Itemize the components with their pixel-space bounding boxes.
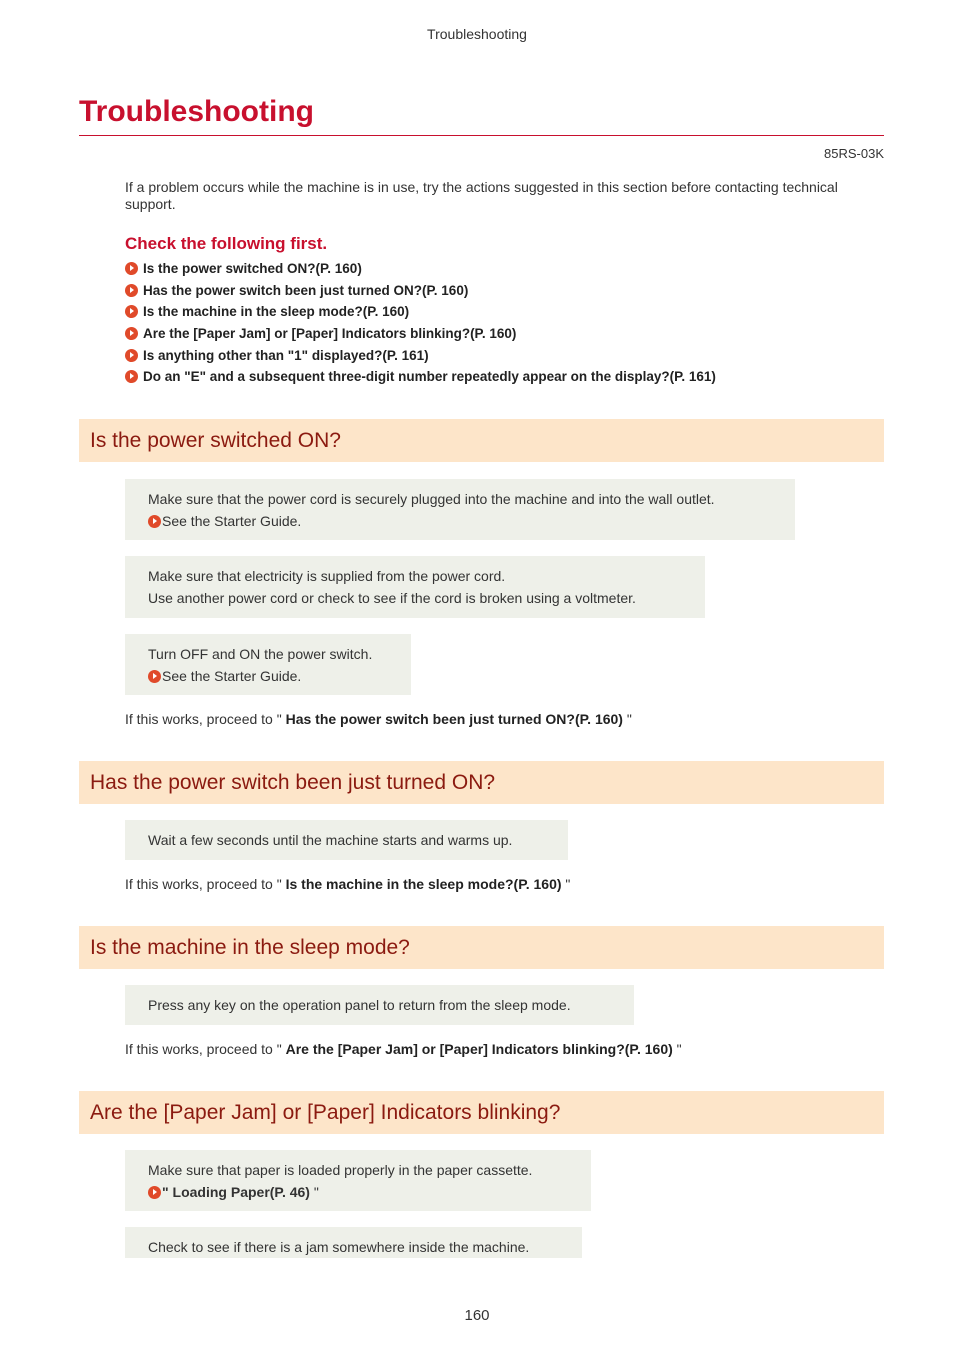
- see-link[interactable]: [148, 511, 772, 533]
- arrow-right-circle-icon: [125, 349, 138, 362]
- note-text: Wait a few seconds until the machine starts and warms up.: [148, 832, 513, 848]
- arrow-right-circle-icon: [148, 515, 161, 528]
- note-box: [125, 1150, 591, 1211]
- running-header: Troubleshooting: [427, 26, 527, 42]
- note-text: Check to see if there is a jam somewhere inside the machine.: [148, 1239, 530, 1255]
- proceed-line: [125, 1041, 682, 1057]
- see-link-suffix: ": [309, 1183, 319, 1200]
- proceed-prefix: If this works, proceed to ": [125, 711, 286, 727]
- note-box: [125, 556, 705, 618]
- note-text: Make sure that electricity is supplied from the power cord.: [148, 568, 506, 584]
- check-item-label: Is the machine in the sleep mode?(P. 160): [143, 304, 410, 320]
- proceed-prefix: If this works, proceed to ": [125, 876, 286, 892]
- proceed-prefix: If this works, proceed to ": [125, 1041, 286, 1057]
- check-item-link[interactable]: [125, 258, 716, 280]
- note-box: [125, 1227, 582, 1258]
- check-item-label: Do an "E" and a subsequent three-digit number repeatedly appear on the display?(P. 161): [143, 369, 716, 385]
- check-item-link[interactable]: [125, 344, 716, 366]
- document-code: 85RS-03K: [824, 146, 884, 161]
- note-box: [125, 634, 411, 695]
- section-heading-band: [79, 926, 884, 969]
- arrow-right-circle-icon: [148, 670, 161, 683]
- proceed-link[interactable]: Has the power switch been just turned ON?(P. 160): [285, 711, 623, 727]
- note-text: Turn OFF and ON the power switch.: [148, 646, 373, 662]
- proceed-line: [125, 711, 632, 727]
- arrow-right-circle-icon: [125, 305, 138, 318]
- check-item-link[interactable]: [125, 301, 716, 323]
- arrow-right-circle-icon: [125, 327, 138, 340]
- arrow-right-circle-icon: [125, 262, 138, 275]
- check-heading: Check the following first.: [125, 234, 328, 253]
- section-heading: Has the power switch been just turned ON?: [90, 771, 496, 794]
- note-text: Make sure that paper is loaded properly in the paper cassette.: [148, 1162, 533, 1178]
- section-heading: Are the [Paper Jam] or [Paper] Indicators blinking?: [90, 1101, 561, 1124]
- check-item-label: Are the [Paper Jam] or [Paper] Indicators blinking?(P. 160): [143, 326, 517, 342]
- arrow-right-circle-icon: [125, 370, 138, 383]
- check-item-link[interactable]: [125, 323, 716, 345]
- section-heading: Is the machine in the sleep mode?: [90, 936, 410, 959]
- check-item-link[interactable]: [125, 280, 716, 302]
- proceed-suffix: ": [561, 876, 571, 892]
- title-rule: [79, 135, 884, 136]
- section-heading-band: [79, 1091, 884, 1134]
- arrow-right-circle-icon: [148, 1186, 161, 1199]
- check-list: [125, 258, 716, 388]
- proceed-suffix: ": [672, 1041, 682, 1057]
- intro-paragraph: If a problem occurs while the machine is in use, try the actions suggested in this section before contacting technical support.: [125, 179, 838, 212]
- proceed-suffix: ": [622, 711, 632, 727]
- check-item-label: Is anything other than "1" displayed?(P. 161): [143, 347, 429, 363]
- proceed-link[interactable]: Are the [Paper Jam] or [Paper] Indicators blinking?(P. 160): [285, 1041, 673, 1057]
- page-number: 160: [464, 1307, 490, 1324]
- see-link[interactable]: [148, 1182, 568, 1204]
- note-text: Use another power cord or check to see if the cord is broken using a voltmeter.: [148, 589, 636, 606]
- proceed-link[interactable]: Is the machine in the sleep mode?(P. 160): [285, 876, 562, 892]
- page-title: Troubleshooting: [79, 95, 314, 128]
- note-text: Make sure that the power cord is securely plugged into the machine and into the wall outlet.: [148, 491, 715, 507]
- note-box: [125, 820, 568, 860]
- proceed-line: [125, 876, 570, 892]
- see-link-label: " Loading Paper(P. 46): [162, 1183, 310, 1200]
- section-heading-band: [79, 761, 884, 804]
- check-item-label: Has the power switch been just turned ON?(P. 160): [143, 282, 469, 298]
- see-link-label: See the Starter Guide.: [162, 667, 302, 684]
- note-box: [125, 985, 634, 1025]
- section-heading: Is the power switched ON?: [90, 429, 341, 452]
- see-link-label: See the Starter Guide.: [162, 512, 302, 529]
- check-item-link[interactable]: [125, 366, 716, 388]
- note-text: Press any key on the operation panel to return from the sleep mode.: [148, 997, 571, 1013]
- see-link[interactable]: [148, 666, 388, 688]
- note-box: [125, 479, 795, 540]
- section-heading-band: [79, 419, 884, 462]
- check-item-label: Is the power switched ON?(P. 160): [143, 261, 362, 277]
- arrow-right-circle-icon: [125, 284, 138, 297]
